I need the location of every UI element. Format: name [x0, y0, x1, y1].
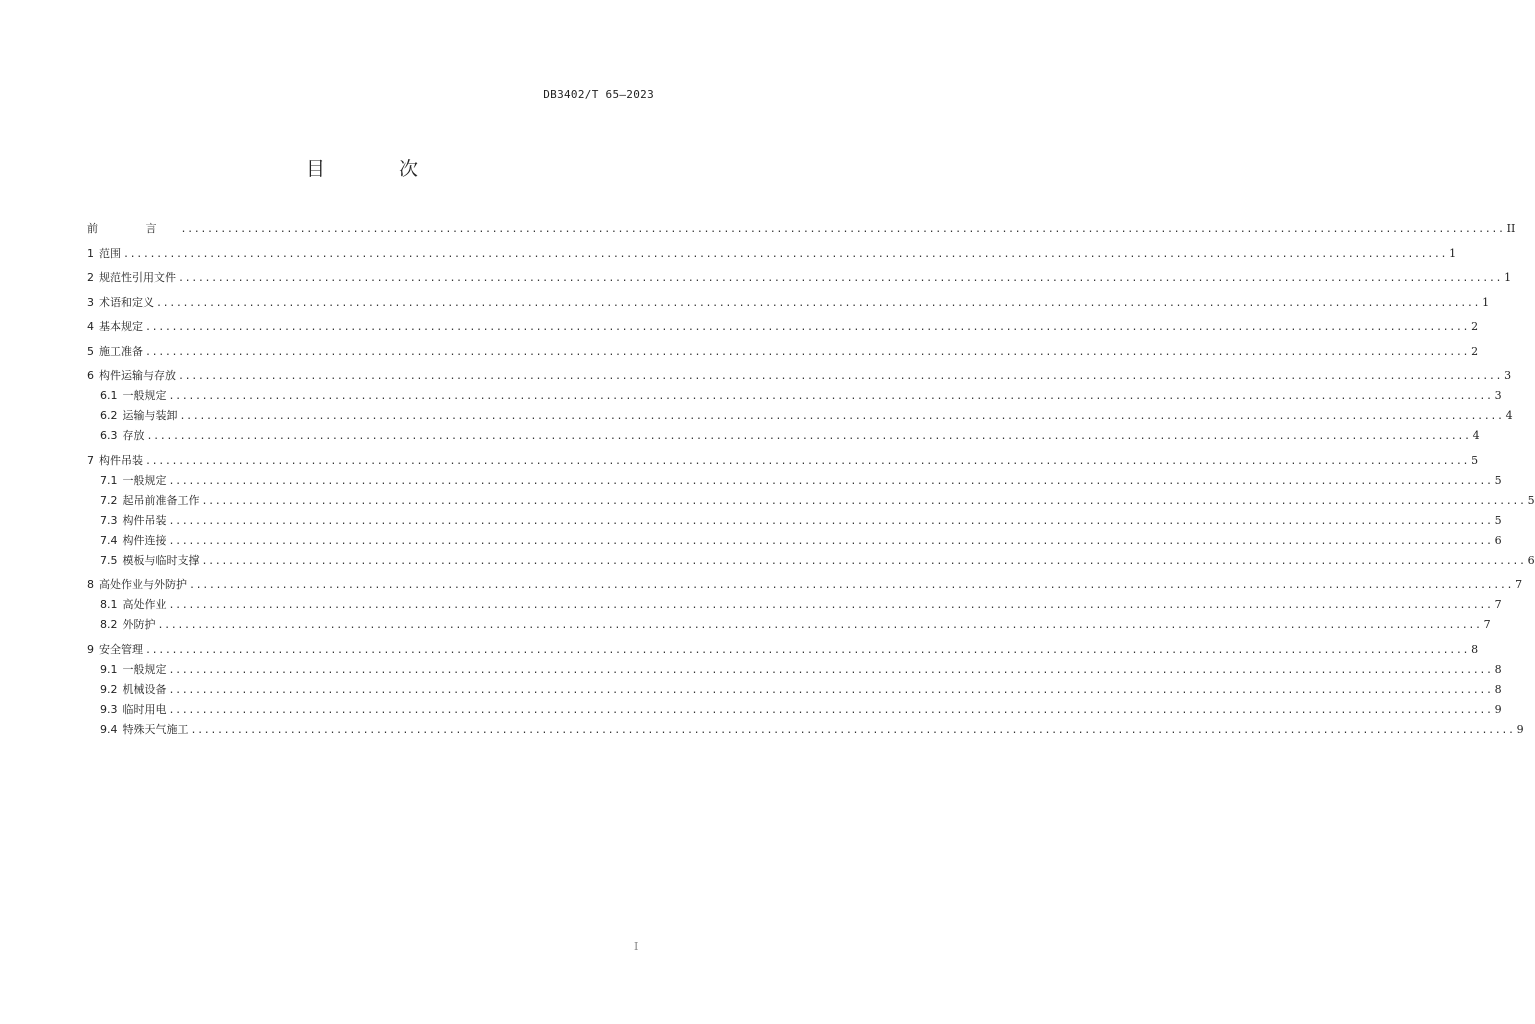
toc-entry-number: 9.4 — [100, 722, 118, 736]
toc-entry-title — [100, 531, 167, 550]
toc-entry[interactable] — [87, 406, 1513, 426]
toc-entry[interactable] — [87, 575, 1523, 595]
toc-entry-label: 一般规定 — [122, 473, 167, 487]
dot-leader: ........................................................................................................................................................................................................ — [168, 475, 1493, 487]
toc-entry-label: 高处作业 — [122, 598, 167, 611]
dot-leader: ........................................................................................................................................................................................................ — [145, 644, 1470, 656]
toc-entry-title — [87, 451, 143, 470]
toc-entry-number: 6 — [87, 369, 94, 382]
table-of-contents — [87, 219, 1535, 740]
toc-entry-label: 高处作业与外防护 — [99, 578, 187, 591]
toc-entry-label: 一般规定 — [122, 662, 167, 676]
dot-leader: ........................................................................................................................................................................................................ — [189, 580, 1514, 591]
dot-leader: ........................................................................................................................................................................................................ — [201, 495, 1526, 507]
toc-entry-number: 7.2 — [100, 493, 118, 507]
dot-leader: ........................................................................................................................................................................................................ — [168, 535, 1493, 547]
toc-entry-label: 施工准备 — [99, 344, 143, 358]
toc-entry-title — [87, 244, 121, 263]
dot-leader: ........................................................................................................................................................................................................ — [168, 515, 1493, 527]
toc-entry-page: 5 — [1527, 493, 1535, 507]
toc-entry-number: 9 — [87, 642, 94, 656]
toc-entry-title — [100, 680, 167, 699]
dot-leader: ........................................................................................................................................................................................................ — [145, 322, 1470, 333]
toc-entry-label: 存放 — [122, 429, 145, 442]
toc-entry-label: 外防护 — [122, 618, 156, 631]
toc-entry[interactable] — [87, 386, 1502, 406]
toc-entry-title — [87, 293, 154, 312]
toc-entry-page: 4 — [1505, 409, 1513, 422]
toc-entry-title — [100, 551, 200, 570]
dot-leader: ........................................................................................................................................................................................................ — [178, 273, 1503, 284]
toc-entry-label: 构件吊装 — [99, 453, 143, 467]
toc-entry-number: 3 — [87, 295, 94, 309]
toc-entry-number: 6.3 — [100, 429, 118, 442]
toc-entry[interactable] — [87, 293, 1490, 313]
toc-entry[interactable] — [87, 317, 1479, 337]
toc-entry-label: 一般规定 — [122, 389, 167, 402]
toc-entry-number: 5 — [87, 344, 94, 358]
dot-leader: ........................................................................................................................................................................................................ — [156, 297, 1481, 309]
toc-entry-number: 7 — [87, 453, 94, 467]
toc-entry[interactable] — [87, 551, 1535, 571]
toc-entry-page: 7 — [1483, 618, 1491, 631]
toc-entry-title — [87, 640, 143, 659]
toc-entry-page: 5 — [1494, 473, 1502, 487]
toc-entry-title — [100, 700, 167, 719]
toc-entry-page: 5 — [1494, 513, 1502, 527]
toc-entry[interactable] — [87, 531, 1502, 551]
dot-leader: ........................................................................................................................................................................................................ — [145, 455, 1470, 467]
document-code: DB3402/T 65—2023 — [543, 88, 654, 101]
toc-entry-number: 9.1 — [100, 662, 118, 676]
toc-entry-title — [100, 491, 200, 510]
toc-entry-title — [87, 575, 187, 594]
toc-entry[interactable] — [87, 244, 1457, 264]
toc-entry-number: 8.2 — [100, 618, 118, 631]
toc-entry-number: 7.5 — [100, 553, 118, 567]
page-title: 目 次 — [305, 158, 453, 180]
toc-entry-label: 模板与临时支撑 — [122, 553, 200, 567]
toc-entry-page: 1 — [1504, 271, 1512, 284]
page-number: I — [634, 940, 639, 953]
toc-entry-label: 前 言 — [87, 222, 179, 235]
toc-entry-page: 6 — [1494, 533, 1502, 547]
dot-leader: ........................................................................................................................................................................................................ — [146, 431, 1471, 442]
toc-entry-title — [100, 426, 145, 445]
dot-leader: ........................................................................................................................................................................................................ — [157, 620, 1482, 631]
toc-entry-number: 7.3 — [100, 513, 118, 527]
toc-entry-page: 6 — [1527, 553, 1535, 567]
toc-entry[interactable] — [87, 720, 1524, 740]
toc-entry-title — [100, 595, 167, 614]
toc-entry-number: 8 — [87, 578, 94, 591]
dot-leader: ........................................................................................................................................................................................................ — [201, 555, 1526, 567]
toc-entry-title — [100, 511, 167, 530]
toc-entry[interactable] — [87, 451, 1479, 471]
toc-entry[interactable] — [87, 595, 1502, 615]
toc-entry-page: 3 — [1494, 389, 1502, 402]
toc-entry-title — [87, 219, 179, 238]
toc-entry-label: 构件运输与存放 — [99, 369, 176, 382]
toc-entry-number: 1 — [87, 246, 94, 260]
toc-entry-number: 6.2 — [100, 409, 118, 422]
toc-entry[interactable] — [87, 366, 1512, 386]
toc-entry-page: 2 — [1471, 320, 1479, 333]
dot-leader: ........................................................................................................................................................................................................ — [168, 600, 1493, 611]
dot-leader: ........................................................................................................................................................................................................ — [180, 224, 1505, 235]
toc-entry-label: 基本规定 — [99, 320, 143, 333]
toc-entry-page: 9 — [1516, 722, 1524, 736]
toc-entry[interactable] — [87, 471, 1502, 491]
toc-entry[interactable] — [87, 615, 1491, 635]
toc-entry[interactable] — [87, 491, 1535, 511]
toc-entry-title — [100, 471, 167, 490]
toc-entry-page: 3 — [1504, 369, 1512, 382]
toc-entry-page: 1 — [1482, 295, 1490, 309]
toc-entry-page: 7 — [1515, 578, 1523, 591]
toc-entry-label: 构件连接 — [122, 533, 167, 547]
toc-entry-label: 运输与装卸 — [122, 409, 178, 422]
toc-entry-label: 规范性引用文件 — [99, 271, 176, 284]
toc-entry[interactable] — [87, 640, 1479, 660]
dot-leader: ........................................................................................................................................................................................................ — [179, 411, 1504, 422]
toc-entry-title — [87, 366, 176, 385]
dot-leader: ........................................................................................................................................................................................................ — [145, 346, 1470, 358]
toc-entry[interactable] — [87, 511, 1502, 531]
toc-entry[interactable] — [87, 268, 1512, 288]
toc-entry-title — [87, 342, 143, 361]
toc-entry-page: 1 — [1449, 246, 1457, 260]
toc-entry-page: 5 — [1471, 453, 1479, 467]
dot-leader: ........................................................................................................................................................................................................ — [168, 664, 1493, 676]
toc-entry-label: 临时用电 — [122, 702, 167, 716]
toc-entry-title — [100, 660, 167, 679]
toc-entry-title — [100, 386, 167, 405]
toc-entry-page: II — [1506, 222, 1516, 235]
toc-entry[interactable] — [87, 426, 1480, 446]
toc-entry-number: 7.1 — [100, 473, 118, 487]
dot-leader: ........................................................................................................................................................................................................ — [178, 371, 1503, 382]
toc-entry-number: 9.3 — [100, 702, 118, 716]
toc-entry[interactable] — [87, 680, 1502, 700]
toc-entry-title — [100, 615, 156, 634]
toc-entry-page: 2 — [1471, 344, 1479, 358]
toc-entry-title — [100, 406, 178, 425]
toc-entry-title — [87, 317, 143, 336]
toc-entry-number: 9.2 — [100, 682, 118, 696]
dot-leader: ........................................................................................................................................................................................................ — [123, 248, 1448, 260]
toc-entry-number: 4 — [87, 320, 94, 333]
toc-entry[interactable] — [87, 219, 1516, 239]
toc-entry-page: 8 — [1494, 662, 1502, 676]
toc-entry-label: 术语和定义 — [99, 295, 154, 309]
toc-entry-page: 4 — [1472, 429, 1480, 442]
toc-entry-label: 安全管理 — [99, 642, 143, 656]
toc-entry-label: 范围 — [99, 246, 121, 260]
toc-entry-page: 8 — [1471, 642, 1479, 656]
dot-leader: ........................................................................................................................................................................................................ — [168, 684, 1493, 696]
toc-entry-title — [87, 268, 176, 287]
dot-leader: ........................................................................................................................................................................................................ — [168, 391, 1493, 402]
toc-entry-label: 机械设备 — [122, 682, 167, 696]
dot-leader: ........................................................................................................................................................................................................ — [190, 724, 1515, 736]
toc-entry-page: 7 — [1494, 598, 1502, 611]
toc-entry-label: 起吊前准备工作 — [122, 493, 200, 507]
toc-entry-page: 8 — [1494, 682, 1502, 696]
toc-entry-title — [100, 720, 189, 739]
toc-entry[interactable] — [87, 342, 1479, 362]
toc-entry-number: 6.1 — [100, 389, 118, 402]
toc-entry[interactable] — [87, 700, 1502, 720]
toc-entry[interactable] — [87, 660, 1502, 680]
toc-entry-page: 9 — [1494, 702, 1502, 716]
toc-entry-number: 2 — [87, 271, 94, 284]
toc-entry-label: 构件吊装 — [122, 513, 167, 527]
toc-entry-label: 特殊天气施工 — [122, 722, 189, 736]
dot-leader: ........................................................................................................................................................................................................ — [168, 704, 1493, 716]
toc-entry-number: 8.1 — [100, 598, 118, 611]
toc-entry-number: 7.4 — [100, 533, 118, 547]
